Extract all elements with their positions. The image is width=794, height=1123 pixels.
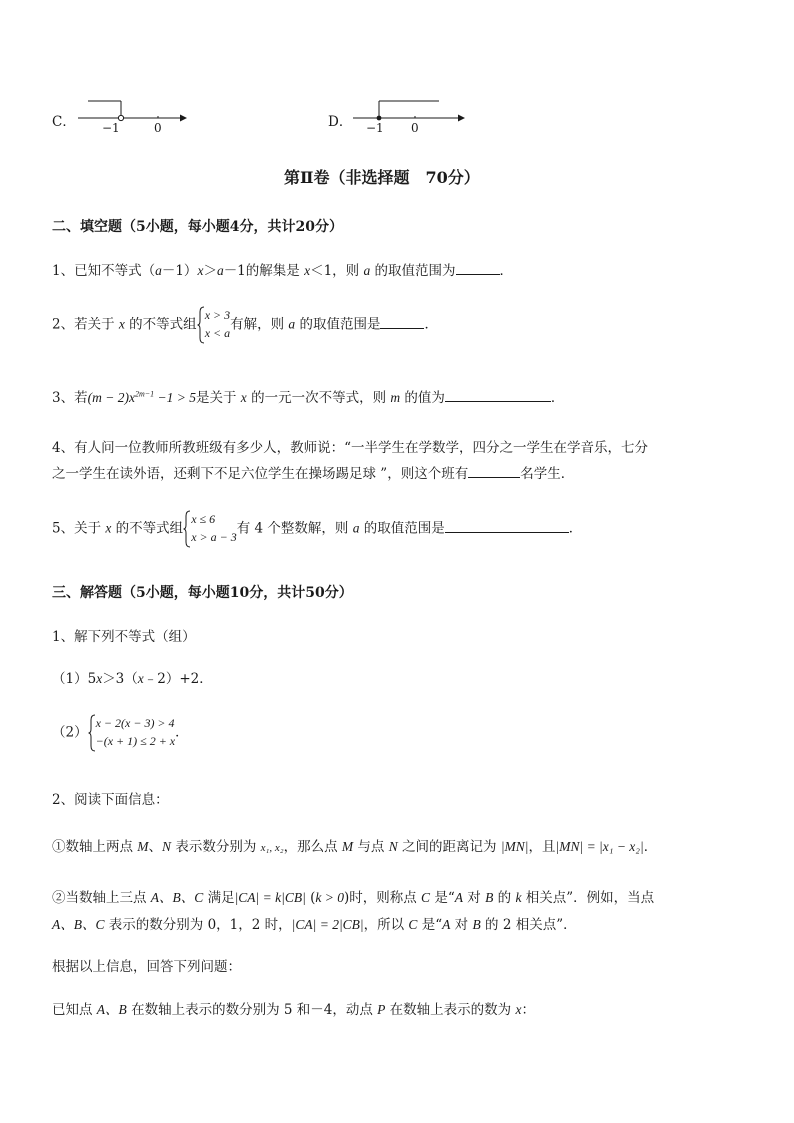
s3-q2-prompt: 根据以上信息，回答下列问题： bbox=[52, 959, 241, 975]
q-text: ． bbox=[499, 263, 514, 279]
q-text: －1的解集是 bbox=[223, 263, 305, 279]
q-text: 相关点”．例如，当点 bbox=[521, 890, 655, 906]
var-n: N bbox=[162, 839, 172, 854]
system-line-1: x − 2(x − 3) > 4 bbox=[95, 716, 175, 730]
var-a: a bbox=[288, 316, 296, 332]
option-d-label: D． bbox=[328, 114, 353, 130]
section2-heading: 二、填空题（5小题，每小题4分，共计20分） bbox=[52, 219, 343, 235]
var-m: m bbox=[390, 390, 401, 405]
q-text: 有 4 个整数解，则 bbox=[236, 520, 353, 537]
q-text: 对 bbox=[450, 917, 473, 933]
expression: |CA| = k|CB| bbox=[234, 890, 306, 905]
q-text: 是关于 bbox=[195, 390, 241, 406]
inequality-system bbox=[88, 714, 176, 752]
system-line-1: x ≤ 6 bbox=[191, 512, 216, 526]
expression: k > 0 bbox=[315, 890, 344, 905]
expression: x₁, x₂ bbox=[260, 842, 284, 854]
var-x: x bbox=[118, 316, 125, 332]
var-x: x bbox=[137, 671, 144, 686]
q-text: 、 bbox=[148, 839, 163, 855]
expression: |CA| = 2|CB| bbox=[291, 917, 364, 932]
s3-q2-info1 bbox=[52, 835, 657, 855]
s3-q1-sub1 bbox=[52, 667, 213, 687]
q-text: ( bbox=[305, 890, 316, 906]
q-text: 的值为 bbox=[400, 390, 445, 406]
expression: |MN| = |x₁ − x₂| bbox=[555, 839, 644, 854]
q-text: 的 2 相关点”． bbox=[480, 917, 577, 933]
var-a: A bbox=[442, 917, 451, 932]
q-text: 对 bbox=[463, 890, 486, 906]
q-text: 的取值范围是 bbox=[359, 520, 445, 537]
q-text: （1）5 bbox=[52, 671, 97, 687]
q-text: 的一元一次不等式，则 bbox=[246, 390, 391, 406]
q-text: ． bbox=[568, 520, 583, 537]
q-text: 表示数分别为 bbox=[171, 839, 261, 855]
section3-heading: 三、解答题（5小题，每小题10分，共计50分） bbox=[52, 585, 353, 601]
var-a: a bbox=[216, 263, 224, 278]
expression: A、B bbox=[96, 1002, 127, 1017]
q-text: 在数轴上表示的数为 bbox=[385, 1002, 516, 1018]
s2-q4-line2 bbox=[52, 462, 574, 482]
q-text: 名学生． bbox=[520, 466, 575, 482]
q-text: 之间的距离记为 bbox=[397, 839, 501, 855]
var-b: B bbox=[485, 890, 494, 905]
q-text: 表示的数分别为 0，1，2 时， bbox=[104, 917, 292, 933]
s3-q1-sub2 bbox=[52, 714, 189, 752]
var-x: x bbox=[105, 520, 112, 536]
number-line-c bbox=[70, 94, 200, 136]
var-m: M bbox=[341, 839, 354, 854]
system-line-2: −(x + 1) ≤ 2 + x bbox=[95, 734, 176, 748]
s2-q4-line1: 4、有人问一位教师所教班级有多少人，教师说：“一半学生在学数学，四分之一学生在学音乐，七分 bbox=[52, 440, 648, 456]
q-text: 是“ bbox=[417, 917, 443, 933]
q-text: ＞3（ bbox=[102, 671, 138, 687]
var-a: a bbox=[352, 520, 360, 536]
s3-q2-info2-line2 bbox=[52, 913, 577, 933]
q-text: ①数轴上两点 bbox=[52, 839, 138, 855]
q-text: －1） bbox=[161, 263, 198, 279]
q-text: ，且 bbox=[528, 839, 556, 855]
expression: A、B、C bbox=[150, 890, 204, 905]
var-x: x bbox=[304, 263, 311, 278]
q-text: 是“ bbox=[430, 890, 455, 906]
q-text: )时，则称点 bbox=[343, 890, 422, 906]
q-text: ＜1，则 bbox=[310, 263, 364, 279]
expression: −1 > 5 bbox=[154, 390, 196, 405]
var-p: P bbox=[377, 1002, 386, 1017]
q-text: ． bbox=[550, 390, 565, 406]
answer-blank bbox=[380, 316, 424, 329]
q-text: 的取值范围为 bbox=[370, 263, 456, 279]
var-a: a bbox=[363, 263, 371, 278]
option-c-tick-0: 0 bbox=[154, 121, 162, 135]
q-text: ： bbox=[521, 1002, 535, 1018]
var-c: C bbox=[421, 890, 431, 905]
var-k: k bbox=[515, 890, 522, 905]
q-text: ﹣2）+2． bbox=[143, 671, 213, 687]
q-text: 5、关于 bbox=[52, 520, 106, 537]
answer-blank bbox=[445, 389, 551, 402]
number-line-d bbox=[345, 94, 475, 136]
q-text: 的取值范围是 bbox=[295, 316, 381, 333]
q-text: 的不等式组 bbox=[124, 316, 197, 333]
option-d-tick-neg1: −1 bbox=[366, 121, 384, 135]
s3-q1-title: 1、解下列不等式（组） bbox=[52, 629, 196, 645]
inequality-system bbox=[197, 306, 230, 344]
var-a: A bbox=[454, 890, 463, 905]
q-text: 有解，则 bbox=[230, 316, 289, 333]
q-text: 已知点 bbox=[52, 1002, 97, 1018]
answer-blank bbox=[456, 262, 500, 275]
q-text: 2、若关于 bbox=[52, 316, 119, 333]
part-title: 第Ⅱ卷（非选择题 70分） bbox=[284, 168, 480, 187]
system-line-2: x < a bbox=[204, 326, 231, 340]
system-line-1: x > 3 bbox=[204, 308, 231, 322]
expression: A、B、C bbox=[52, 917, 105, 932]
q-text: ＞ bbox=[203, 263, 217, 279]
s3-q2-title: 2、阅读下面信息： bbox=[52, 792, 169, 808]
system-line-2: x > a − 3 bbox=[191, 530, 237, 544]
q-text: 3、若 bbox=[52, 390, 88, 406]
s2-q5 bbox=[52, 510, 582, 548]
option-c-label: C． bbox=[52, 114, 76, 130]
var-a: a bbox=[155, 263, 162, 278]
q-text: ． bbox=[424, 316, 438, 333]
s3-q2-info2-line1 bbox=[52, 886, 654, 906]
q-text: 满足 bbox=[203, 890, 235, 906]
var-b: B bbox=[472, 917, 481, 932]
exponent: 2m−1 bbox=[134, 389, 155, 399]
answer-blank bbox=[468, 465, 520, 478]
expression: |MN| bbox=[500, 839, 529, 854]
q-text: ②当数轴上三点 bbox=[52, 890, 151, 906]
var-x: x bbox=[240, 390, 247, 405]
var-c: C bbox=[408, 917, 418, 932]
q-text: 1、已知不等式（ bbox=[52, 263, 156, 279]
q-text: 的不等式组 bbox=[111, 520, 184, 537]
s2-q1 bbox=[52, 259, 513, 279]
var-n: N bbox=[388, 839, 398, 854]
q-text: 之一学生在读外语，还剩下不足六位学生在操场踢足球 ”，则这个班有 bbox=[52, 466, 469, 482]
expression: (m − 2)x bbox=[87, 390, 135, 405]
var-m: M bbox=[137, 839, 149, 854]
s2-q2 bbox=[52, 306, 438, 344]
answer-blank bbox=[445, 520, 569, 533]
q-text: ． bbox=[643, 839, 658, 855]
var-x: x bbox=[197, 263, 204, 278]
q-text: ，所以 bbox=[363, 917, 409, 933]
q-text: （2） bbox=[52, 724, 88, 741]
s2-q3 bbox=[52, 386, 564, 406]
q-text: 与点 bbox=[353, 839, 389, 855]
option-d-tick-0: 0 bbox=[411, 121, 419, 135]
q-text: ． bbox=[175, 724, 189, 741]
inequality-system bbox=[183, 510, 237, 548]
q-text: 的 bbox=[493, 890, 516, 906]
var-x: x bbox=[515, 1002, 522, 1017]
option-c-tick-neg1: −1 bbox=[102, 121, 120, 135]
q-text: ，那么点 bbox=[283, 839, 342, 855]
var-x: x bbox=[96, 671, 103, 686]
s3-q2-given bbox=[52, 998, 535, 1018]
q-text: 在数轴上表示的数分别为 5 和－4，动点 bbox=[126, 1002, 378, 1018]
